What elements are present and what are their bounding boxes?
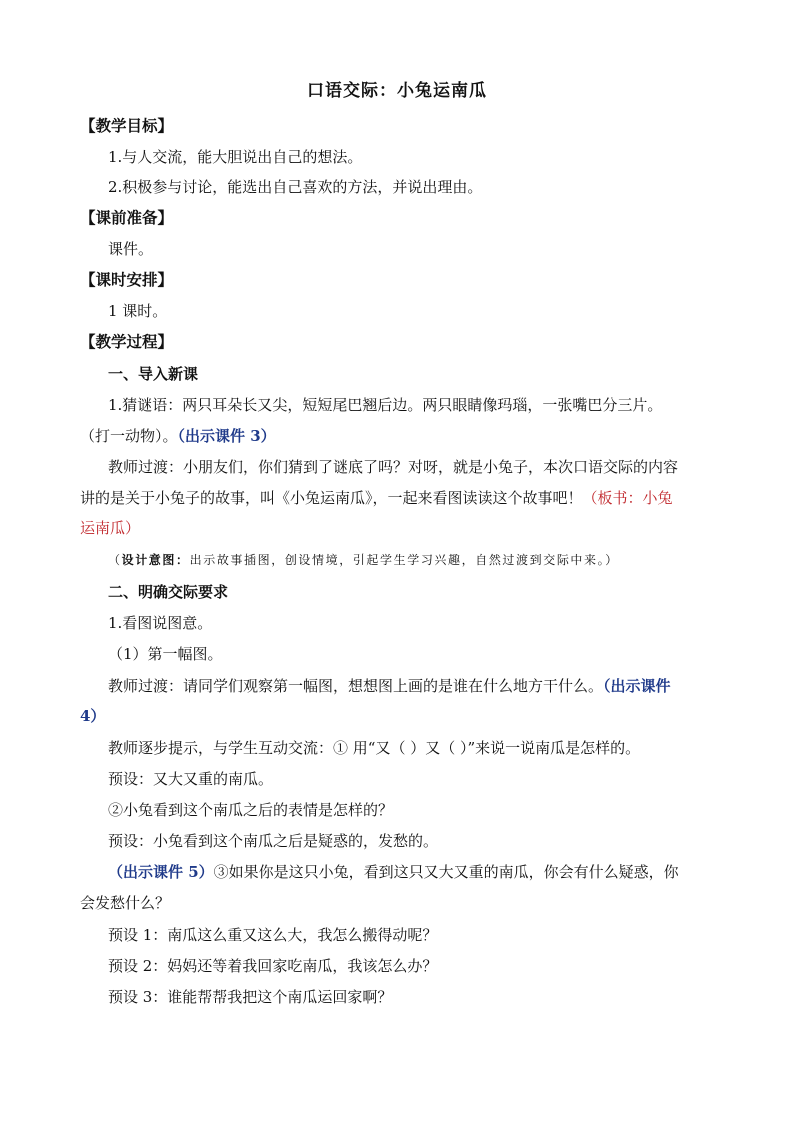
time-heading: 【课时安排】 <box>80 270 174 289</box>
preset-a: 预设：又大又重的南瓜。 <box>108 770 274 788</box>
riddle-answer-hint: （打一动物）。 <box>80 427 178 445</box>
teacher-prompt: 教师逐步提示，与学生互动交流：① 用“又（ ）又（ ）”来说一说南瓜是怎样的。 <box>108 739 641 757</box>
courseware-ref-4-cont: 4） <box>80 707 106 725</box>
process-heading: 【教学过程】 <box>80 332 174 351</box>
goals-heading: 【教学目标】 <box>80 116 174 135</box>
question-3-text: ③如果你是这只小兔，看到这只又大又重的南瓜，你会有什么疑惑，你 <box>213 863 679 881</box>
question-3-cont: 会发愁什么？ <box>80 894 171 912</box>
part1-heading: 一、导入新课 <box>108 365 199 383</box>
goal-2: 2.积极参与讨论，能选出自己喜欢的方法，并说出理由。 <box>108 178 483 196</box>
transition-line-2 <box>80 488 673 508</box>
prep-text: 课件。 <box>108 240 154 258</box>
riddle-line-2 <box>80 426 276 446</box>
preset-3: 预设 3：谁能帮帮我把这个南瓜运回家啊？ <box>108 988 393 1006</box>
board-note-cont: 运南瓜） <box>80 519 141 537</box>
prep-heading: 【课前准备】 <box>80 208 174 227</box>
preset-2: 预设 2：妈妈还等着我回家吃南瓜，我该怎么办？ <box>108 957 438 975</box>
courseware-ref-5: （出示课件 5） <box>108 863 214 881</box>
page-title: 口语交际：小兔运南瓜 <box>307 81 487 101</box>
part2-heading: 二、明确交际要求 <box>108 583 229 601</box>
transition-2-line-1 <box>108 676 671 696</box>
design-intent <box>108 550 619 570</box>
preset-1: 预设 1：南瓜这么重又这么大，我怎么搬得动呢？ <box>108 926 438 944</box>
design-text: 出示故事插图，创设情境，引起学生学习兴趣，自然过渡到交际中来。） <box>189 553 619 567</box>
board-note: （板书：小兔 <box>582 489 673 507</box>
transition-text: 讲的是关于小兔子的故事，叫《小兔运南瓜》，一起来看图读读这个故事吧！ <box>80 489 583 507</box>
goal-1: 1.与人交流，能大胆说出自己的想法。 <box>108 148 363 166</box>
transition-2-text: 教师过渡：请同学们观察第一幅图，想想图上画的是谁在什么地方干什么。 <box>108 677 604 695</box>
part2-item-1: 1.看图说图意。 <box>108 614 213 632</box>
courseware-ref-3: （出示课件 3） <box>177 427 276 445</box>
question-2: ②小兔看到这个南瓜之后的表情是怎样的？ <box>108 801 394 819</box>
riddle-line-1: 1.猜谜语：两只耳朵长又尖，短短尾巴翘后边。两只眼睛像玛瑙，一张嘴巴分三片。 <box>108 396 663 414</box>
design-open-paren: （ <box>108 553 122 567</box>
courseware-ref-4: （出示课件 <box>603 677 671 695</box>
time-text: 1 课时。 <box>108 302 168 320</box>
preset-b: 预设：小兔看到这个南瓜之后是疑惑的，发愁的。 <box>108 832 439 850</box>
picture-1: （1）第一幅图。 <box>108 645 223 663</box>
question-3 <box>108 862 679 882</box>
transition-line-1: 教师过渡：小朋友们，你们猜到了谜底了吗？对呀，就是小兔子，本次口语交际的内容 <box>108 458 679 476</box>
design-label: 设计意图： <box>121 553 190 567</box>
